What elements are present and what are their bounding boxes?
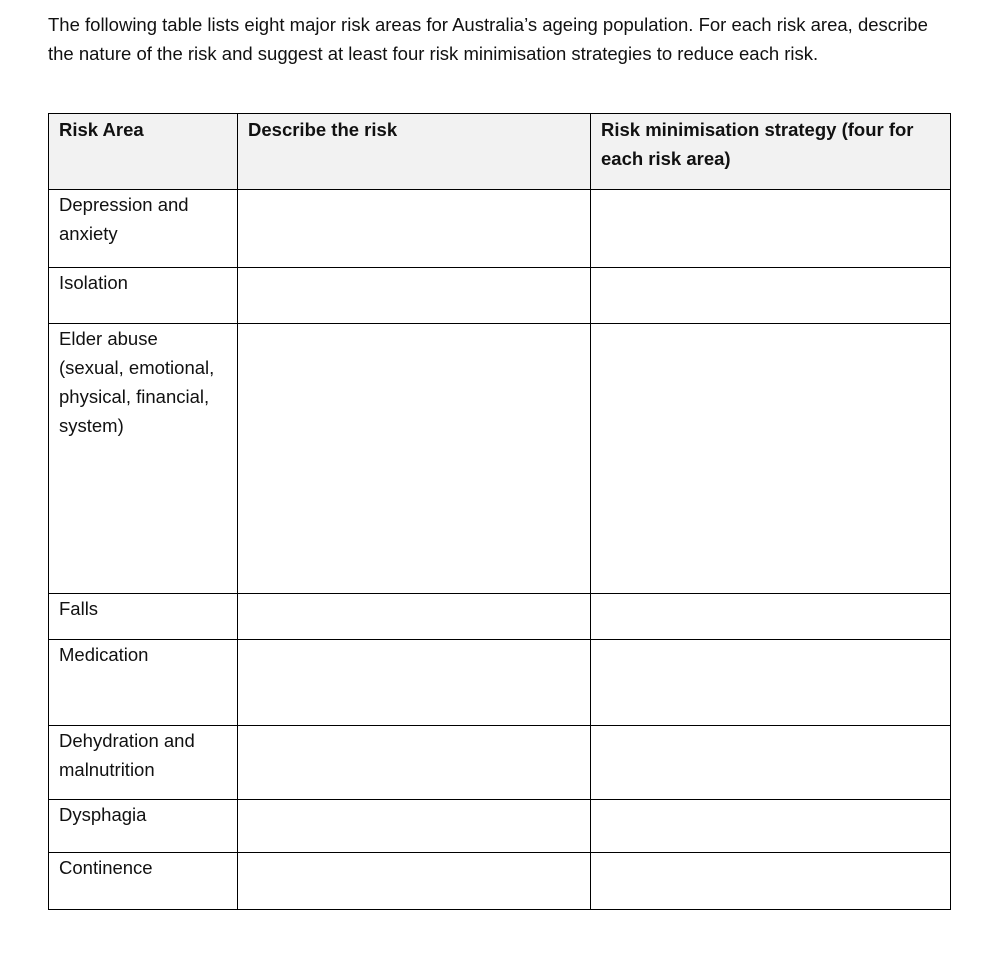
risk-area-cell: Continence [49,853,238,910]
strategy-cell[interactable] [591,640,951,726]
strategy-cell[interactable] [591,853,951,910]
risk-area-cell: Isolation [49,268,238,324]
table-row [49,726,951,800]
header-describe-risk: Describe the risk [238,114,591,190]
risk-areas-table [48,113,951,910]
risk-area-cell: Depression and anxiety [49,190,238,268]
header-risk-area: Risk Area [49,114,238,190]
risk-area-cell: Elder abuse (sexual, emotional, physical, financial, system) [49,324,238,594]
describe-risk-cell[interactable] [238,640,591,726]
risk-area-cell: Dehydration and malnutrition [49,726,238,800]
strategy-cell[interactable] [591,800,951,853]
describe-risk-cell[interactable] [238,853,591,910]
strategy-cell[interactable] [591,726,951,800]
strategy-cell[interactable] [591,190,951,268]
table-row [49,800,951,853]
strategy-cell[interactable] [591,594,951,640]
describe-risk-cell[interactable] [238,190,591,268]
table-row [49,853,951,910]
header-risk-minimisation-strategy: Risk minimisation strategy (four for each risk area) [591,114,951,190]
table-row [49,268,951,324]
strategy-cell[interactable] [591,268,951,324]
describe-risk-cell[interactable] [238,594,591,640]
describe-risk-cell[interactable] [238,800,591,853]
table-row [49,190,951,268]
strategy-cell[interactable] [591,324,951,594]
instructions-paragraph: The following table lists eight major risk areas for Australia’s ageing population. For each risk area, describe the nature of the risk and suggest at least four risk minimisation strategies to reduce each risk. [48,14,928,64]
describe-risk-cell[interactable] [238,726,591,800]
table-row [49,640,951,726]
risk-area-cell: Dysphagia [49,800,238,853]
table-row [49,324,951,594]
describe-risk-cell[interactable] [238,268,591,324]
table-header-row [49,114,951,190]
risk-area-cell: Falls [49,594,238,640]
risk-area-cell: Medication [49,640,238,726]
describe-risk-cell[interactable] [238,324,591,594]
table-row [49,594,951,640]
